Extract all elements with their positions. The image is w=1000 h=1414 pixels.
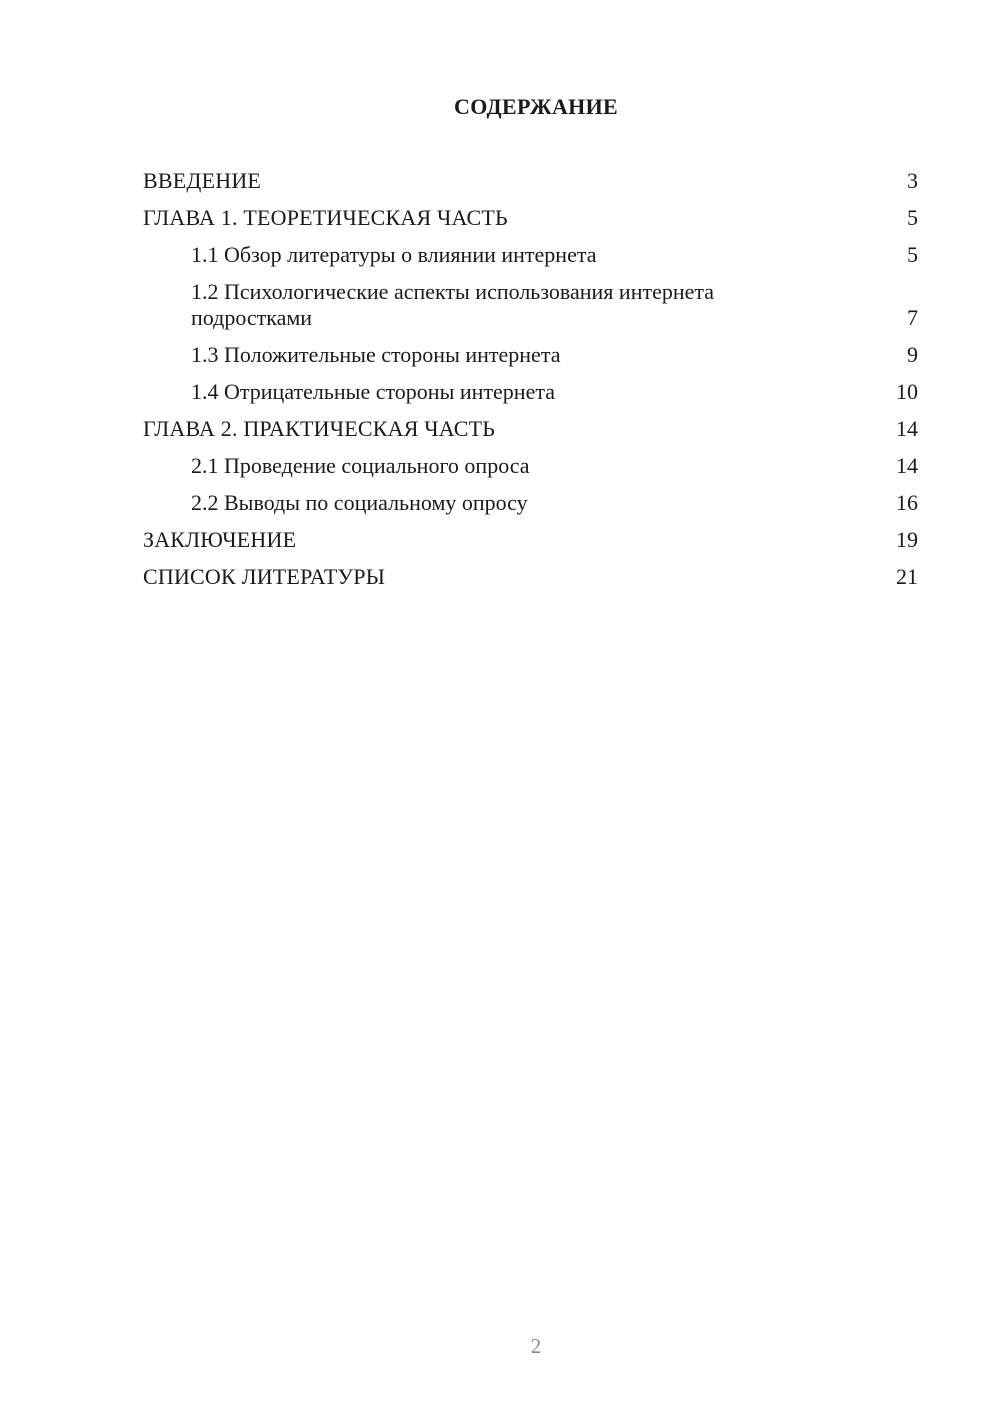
toc-entry-page: 5 bbox=[907, 205, 918, 230]
toc-entry-title: ГЛАВА 2. ПРАКТИЧЕСКАЯ ЧАСТЬ bbox=[143, 416, 496, 441]
toc-entry-section-1-1[interactable] bbox=[143, 242, 918, 268]
toc-entry-page: 21 bbox=[896, 564, 918, 589]
toc-entry-page: 19 bbox=[896, 527, 918, 552]
toc-entry-page: 3 bbox=[907, 168, 918, 193]
toc-entry-page: 10 bbox=[896, 379, 918, 404]
toc-entry-page: 14 bbox=[896, 453, 918, 478]
toc-entry-title: ГЛАВА 1. ТЕОРЕТИЧЕСКАЯ ЧАСТЬ bbox=[143, 205, 508, 230]
toc-entry-introduction[interactable] bbox=[143, 168, 918, 194]
toc-entry-section-1-4[interactable] bbox=[143, 379, 918, 405]
toc-entry-section-2-1[interactable] bbox=[143, 453, 918, 479]
toc-heading: СОДЕРЖАНИЕ bbox=[454, 94, 618, 119]
page-number: 2 bbox=[530, 1334, 542, 1358]
toc-entry-title: 1.2 Психологические аспекты использования интернета подростками bbox=[191, 279, 715, 330]
toc-entry-section-1-2[interactable] bbox=[143, 279, 918, 331]
toc-entry-section-1-3[interactable] bbox=[143, 342, 918, 368]
toc-entry-page: 5 bbox=[907, 242, 918, 267]
toc-entry-title: 1.3 Положительные стороны интернета bbox=[191, 342, 561, 367]
toc-entry-title: 1.1 Обзор литературы о влиянии интернета bbox=[191, 242, 597, 267]
toc-entry-title: СПИСОК ЛИТЕРАТУРЫ bbox=[143, 564, 386, 589]
toc-entry-title: 2.2 Выводы по социальному опросу bbox=[191, 490, 528, 515]
toc-entry-page: 7 bbox=[907, 305, 918, 330]
toc-entry-page: 9 bbox=[907, 342, 918, 367]
toc-entry-chapter-1[interactable] bbox=[143, 205, 918, 231]
toc-entry-conclusion[interactable] bbox=[143, 527, 918, 553]
toc-entry-title: 1.4 Отрицательные стороны интернета bbox=[191, 379, 555, 404]
toc-entry-section-2-2[interactable] bbox=[143, 490, 918, 516]
toc-entry-chapter-2[interactable] bbox=[143, 416, 918, 442]
toc-entry-page: 16 bbox=[896, 490, 918, 515]
toc-entry-bibliography[interactable] bbox=[143, 564, 918, 590]
toc-entry-title: ВВЕДЕНИЕ bbox=[143, 168, 262, 193]
table-of-contents bbox=[143, 168, 918, 601]
toc-entry-page: 14 bbox=[896, 416, 918, 441]
toc-entry-title: ЗАКЛЮЧЕНИЕ bbox=[143, 527, 297, 552]
toc-entry-title: 2.1 Проведение социального опроса bbox=[191, 453, 530, 478]
